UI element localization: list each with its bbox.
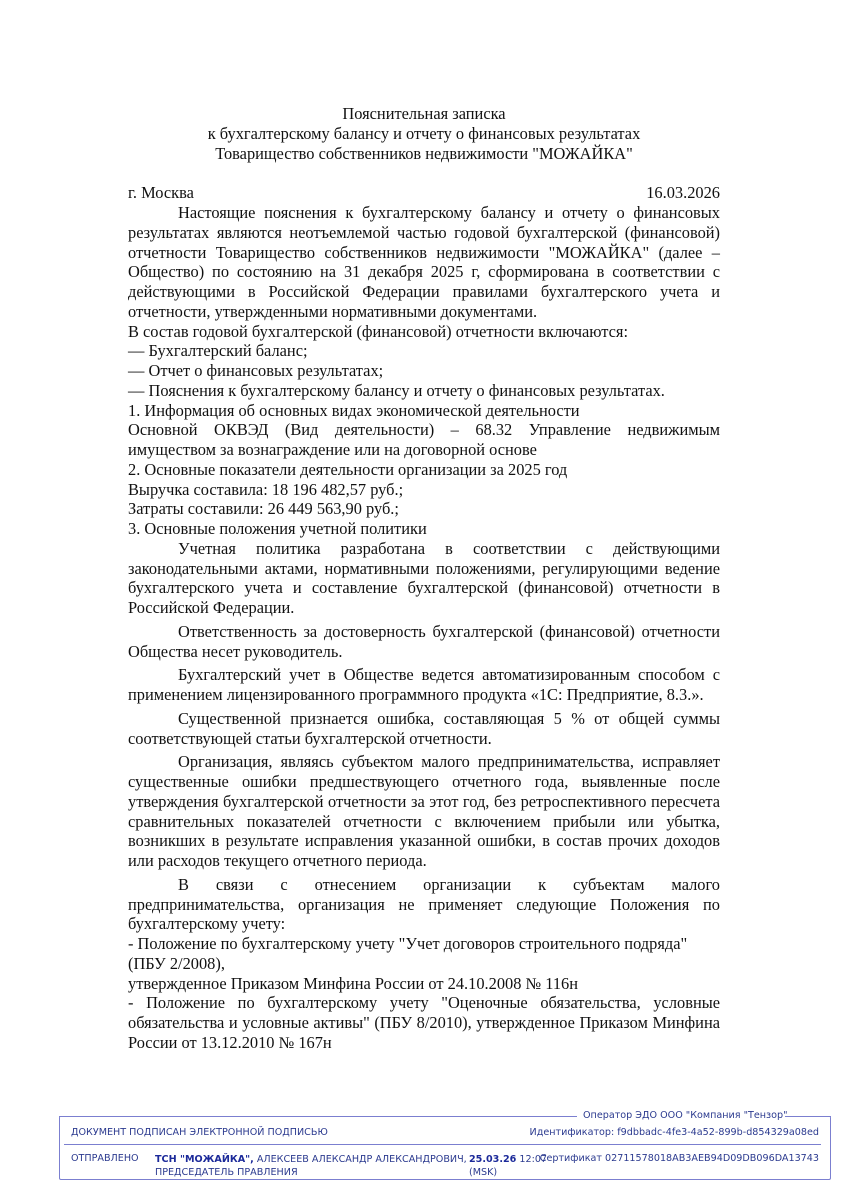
sent-timezone: (MSK) [469, 1167, 498, 1178]
stamp-divider [64, 1144, 821, 1145]
software-paragraph: Бухгалтерский учет в Обществе ведется автоматизированным способом с применением лицензированного программного продукта «1С: Предприятие, 8.3.». [128, 665, 720, 704]
sent-label: ОТПРАВЛЕНО [71, 1153, 139, 1164]
document-body [128, 203, 720, 1053]
document-title [128, 104, 720, 164]
section-heading-3: 3. Основные положения учетной политики [128, 519, 427, 538]
pbu-item: - Положение по бухгалтерскому учету "Учет договоров строительного подряда" (ПБУ 2/2008), [128, 934, 688, 973]
stamp-top-border [59, 1116, 577, 1117]
edo-operator: Оператор ЭДО ООО "Компания "Тензор" [583, 1110, 788, 1121]
stamp-top-border [785, 1116, 831, 1117]
materiality-paragraph: Существенной признается ошибка, составляющая 5 % от общей суммы соответствующей статьи бухгалтерской отчетности. [128, 708, 720, 748]
composition-item: — Отчет о финансовых результатах; [128, 361, 384, 380]
title-line-3: Товарищество собственников недвижимости "МОЖАЙКА" [215, 144, 633, 163]
small-business-paragraph: В связи с отнесением организации к субъектам малого предпринимательства, организация не применяет следующие Положения по бухгалтерскому учету: [128, 874, 720, 934]
composition-heading: В состав годовой бухгалтерской (финансовой) отчетности включаются: [128, 321, 629, 341]
e-signature-stamp [59, 1110, 831, 1180]
sent-date: 25.03.26 [469, 1154, 517, 1165]
sender-organization: ТСН "МОЖАЙКА", [155, 1154, 254, 1165]
sender-role: ПРЕДСЕДАТЕЛЬ ПРАВЛЕНИЯ [155, 1167, 298, 1178]
city-date-row [128, 183, 720, 203]
composition-item: — Бухгалтерский баланс; [128, 341, 308, 361]
sent-datetime [469, 1153, 547, 1179]
expenses-line: Затраты составили: 26 449 563,90 руб.; [128, 499, 399, 519]
error-correction-paragraph: Организация, являясь субъектом малого предпринимательства, исправляет существенные ошибки предшествующего отчетного года, выявленные после утверждения бухгалтерской отчетности за этот год, без ретроспективного пересчета сравнительных показателей отчетности с включением прибыли или убытка, возникших в результате исправления указанной ошибки, в состав прочих доходов или расходов текущего отчетного периода. [128, 752, 720, 870]
revenue-line: Выручка составила: 18 196 482,57 руб.; [128, 479, 404, 499]
section-heading-1: 1. Информация об основных видах экономической деятельности [128, 400, 580, 420]
pbu-item: - Положение по бухгалтерскому учету "Оценочные обязательства, условные обязательства и условные активы" (ПБУ 8/2010), утвержденное Приказом Минфина России от 13.12.2010 № 167н [128, 993, 720, 1052]
title-line-2: к бухгалтерскому балансу и отчету о финансовых результатах [207, 124, 641, 143]
title-line-1: Пояснительная записка [342, 104, 506, 123]
sent-time: 12:07 [516, 1154, 548, 1165]
intro-paragraph: Настоящие пояснения к бухгалтерскому балансу и отчету о финансовых результатах являются неотъемлемой частью годовой бухгалтерской (финансовой) отчетности Товарищество собственников недвижимости "МОЖАЙКА" (далее – Общество) по состоянию на 31 декабря 2025 г, сформирована в соответствии с действующими в Российской Федерации правилами бухгалтерского учета и отчетности, утвержденными нормативными документами. [128, 203, 720, 321]
sender-info [155, 1153, 467, 1179]
okved-paragraph: Основной ОКВЭД (Вид деятельности) – 68.32 Управление недвижимым имуществом за вознаграждение или на договорной основе [128, 420, 720, 459]
certificate-number: Сертификат 02711578018AB3AEB94D09DB096DA13743 [539, 1153, 819, 1164]
document-identifier: Идентификатор: f9dbbadc-4fe3-4a52-899b-d854329a08ed [529, 1127, 819, 1138]
pbu-item-approval: утвержденное Приказом Минфина России от 24.10.2008 № 116н [128, 973, 578, 993]
sender-person: АЛЕКСЕЕВ АЛЕКСАНДР АЛЕКСАНДРОВИЧ, [253, 1154, 467, 1165]
signed-label: ДОКУМЕНТ ПОДПИСАН ЭЛЕКТРОННОЙ ПОДПИСЬЮ [71, 1127, 328, 1138]
section-heading-2: 2. Основные показатели деятельности организации за 2025 год [128, 459, 568, 479]
policy-paragraph: Учетная политика разработана в соответствии с действующими законодательными актами, нормативными положениями, регулирующими ведение бухгалтерского учета и составление бухгалтерской (финансовой) отчетности в Российской Федерации. [128, 538, 720, 617]
document-date: 16.03.2026 [646, 183, 720, 202]
city: г. Москва [128, 183, 194, 202]
responsibility-paragraph: Ответственность за достоверность бухгалтерской (финансовой) отчетности Общества несет руководитель. [128, 621, 720, 661]
composition-item: — Пояснения к бухгалтерскому балансу и отчету о финансовых результатах. [128, 380, 665, 400]
